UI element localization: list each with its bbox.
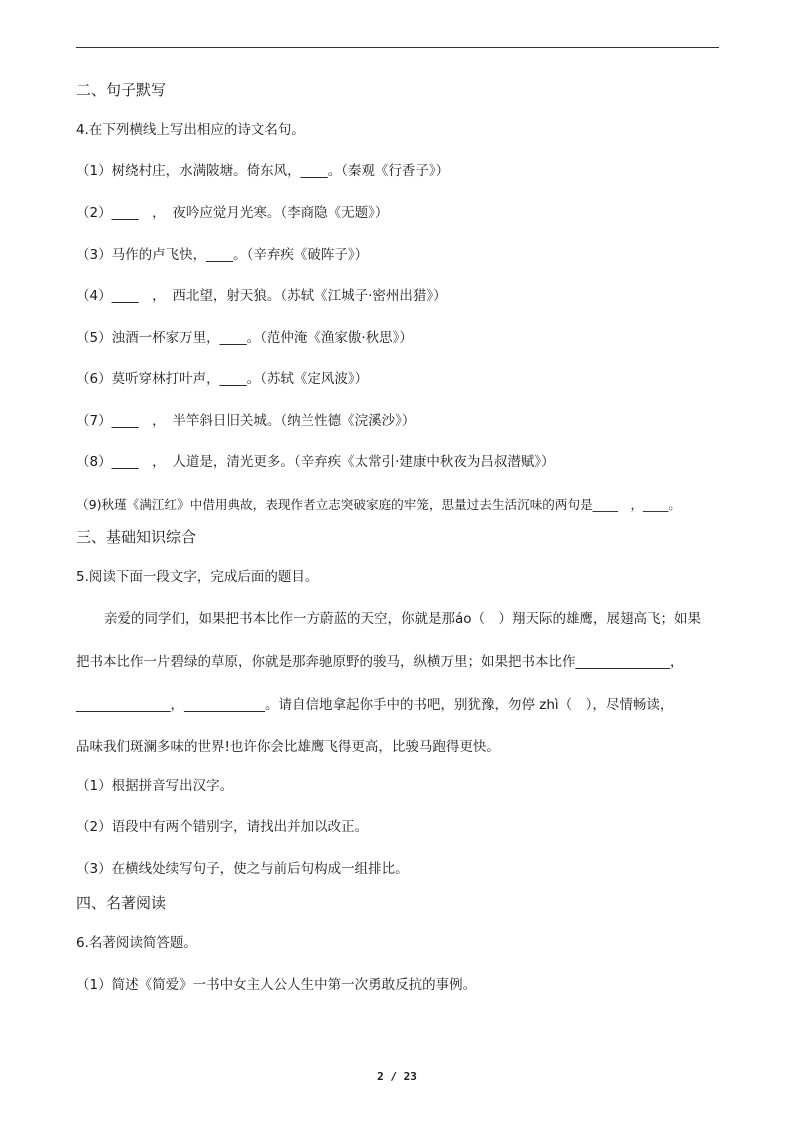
q4-item-4: （4）____ ， 西北望，射天狼。（苏轼《江城子·密州出猎》）: [76, 288, 447, 304]
q5-passage-line: ______________，____________。请自信地拿起你手中的书吧，别犹豫，勿停 zhì（ ），尽情畅读，: [76, 697, 674, 713]
page-number: 2 / 23: [377, 1070, 417, 1083]
q5-item-1: （1）根据拼音写出汉字。: [76, 778, 234, 794]
q4-item-9: （9)秋瑾《满江红》中借用典故，表现作者立志突破家庭的牢笼，思量过去生活沉味的两句是____ ，____。: [76, 497, 681, 512]
q5-item-3: （3）在横线处续写句子，使之与前后句构成一组排比。: [76, 861, 409, 877]
q4-item-3: （3）马作的卢飞快，____。（辛弃疾《破阵子》）: [76, 247, 369, 263]
section-heading-3: 三、基础知识综合: [76, 528, 197, 546]
section-heading-4: 四、名著阅读: [76, 894, 167, 912]
q6-item-1: （1）简述《简爱》一书中女主人公人生中第一次勇敢反抗的事例。: [76, 977, 477, 993]
q5-passage-line: 品味我们斑澜多味的世界!也许你会比雄鹰飞得更高，比骏马跑得更快。: [76, 739, 500, 755]
question-6-stem: 6.名著阅读简答题。: [76, 935, 197, 951]
section-heading-2: 二、句子默写: [76, 81, 167, 99]
q4-item-1: （1）树绕村庄，水满陂塘。倚东风，____。（秦观《行香子》）: [76, 163, 450, 179]
question-4-stem: 4.在下列横线上写出相应的诗文名句。: [76, 122, 305, 138]
q5-passage-line: 亲爱的同学们，如果把书本比作一方蔚蓝的天空，你就是那áo（ ）翔天际的雄鹰，展翅高飞；如果: [104, 611, 702, 627]
q5-passage-line: 把书本比作一片碧绿的草原，你就是那奔驰原野的骏马，纵横万里；如果把书本比作______________，: [76, 654, 684, 670]
q4-item-2: （2）____ ， 夜吟应觉月光寒。（李商隐《无题》）: [76, 205, 389, 221]
q4-item-5: （5）浊酒一杯家万里，____。（范仲淹《渔家傲·秋思》）: [76, 330, 413, 346]
q4-item-6: （6）莫听穿林打叶声，____。（苏轼《定风波》）: [76, 371, 369, 387]
q5-passage: [76, 610, 719, 755]
header-rule: [76, 47, 719, 48]
q4-item-7: （7）____ ， 半竿斜日旧关城。（纳兰性德《浣溪沙》）: [76, 413, 416, 429]
q5-item-2: （2）语段中有两个错别字，请找出并加以改正。: [76, 819, 369, 835]
question-5-stem: 5.阅读下面一段文字，完成后面的题目。: [76, 569, 319, 585]
q4-item-8: （8）____ ， 人道是，清光更多。（辛弃疾《太常引·建康中秋夜为吕叔潜赋》）: [76, 454, 555, 470]
